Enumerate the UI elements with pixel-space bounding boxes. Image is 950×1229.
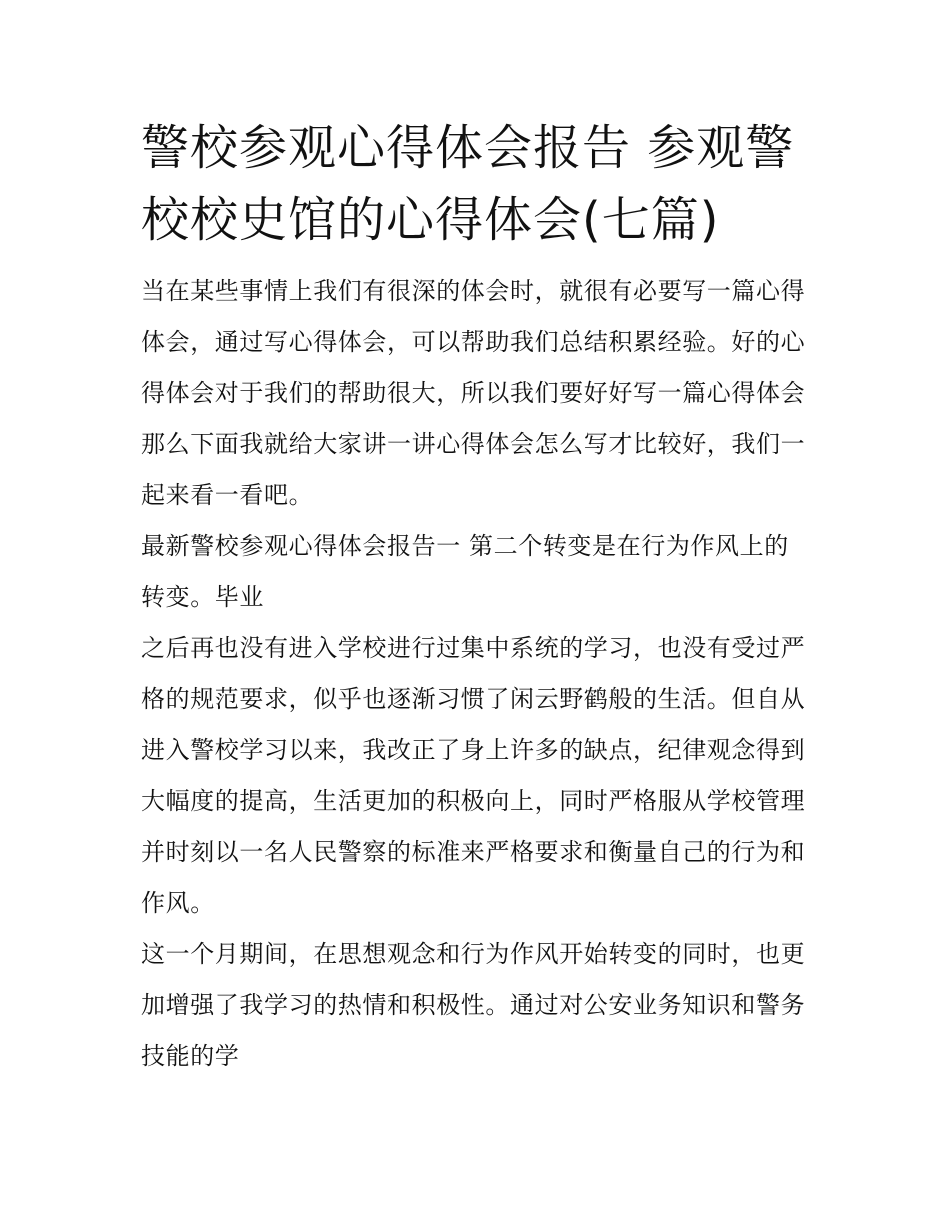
body-line: 并时刻以一名人民警察的标准来严格要求和衡量自己的行为和: [141, 838, 806, 866]
body-line: 之后再也没有进入学校进行过集中系统的学习，也没有受过严: [141, 634, 806, 662]
body-line: 那么下面我就给大家讲一讲心得体会怎么写才比较好，我们一: [141, 430, 806, 458]
document-content: [141, 112, 813, 1082]
body-line: 大幅度的提高，生活更加的积极向上，同时严格服从学校管理: [141, 787, 806, 815]
body-line: 转变。毕业: [141, 583, 264, 611]
body-line: 最新警校参观心得体会报告一 第二个转变是在行为作风上的: [141, 532, 789, 560]
body-line: 体会，通过写心得体会，可以帮助我们总结积累经验。好的心: [141, 328, 806, 356]
document-title: [141, 112, 813, 256]
body-line: 格的规范要求，似乎也逐渐习惯了闲云野鹤般的生活。但自从: [141, 685, 806, 713]
body-line: 起来看一看吧。: [141, 481, 314, 509]
document-body: [141, 266, 813, 1082]
body-line: 作风。: [141, 889, 215, 917]
body-line: 技能的学: [141, 1042, 240, 1070]
title-line: 校校史馆的心得体会(七篇): [141, 192, 720, 248]
title-line: 警校参观心得体会报告 参观警: [141, 120, 795, 176]
body-line: 这一个月期间，在思想观念和行为作风开始转变的同时，也更: [141, 940, 806, 968]
body-line: 加增强了我学习的热情和积极性。通过对公安业务知识和警务: [141, 991, 806, 1019]
body-line: 进入警校学习以来，我改正了身上许多的缺点，纪律观念得到: [141, 736, 806, 764]
body-line: 得体会对于我们的帮助很大，所以我们要好好写一篇心得体会: [141, 379, 806, 407]
body-line: 当在某些事情上我们有很深的体会时，就很有必要写一篇心得: [141, 277, 806, 305]
